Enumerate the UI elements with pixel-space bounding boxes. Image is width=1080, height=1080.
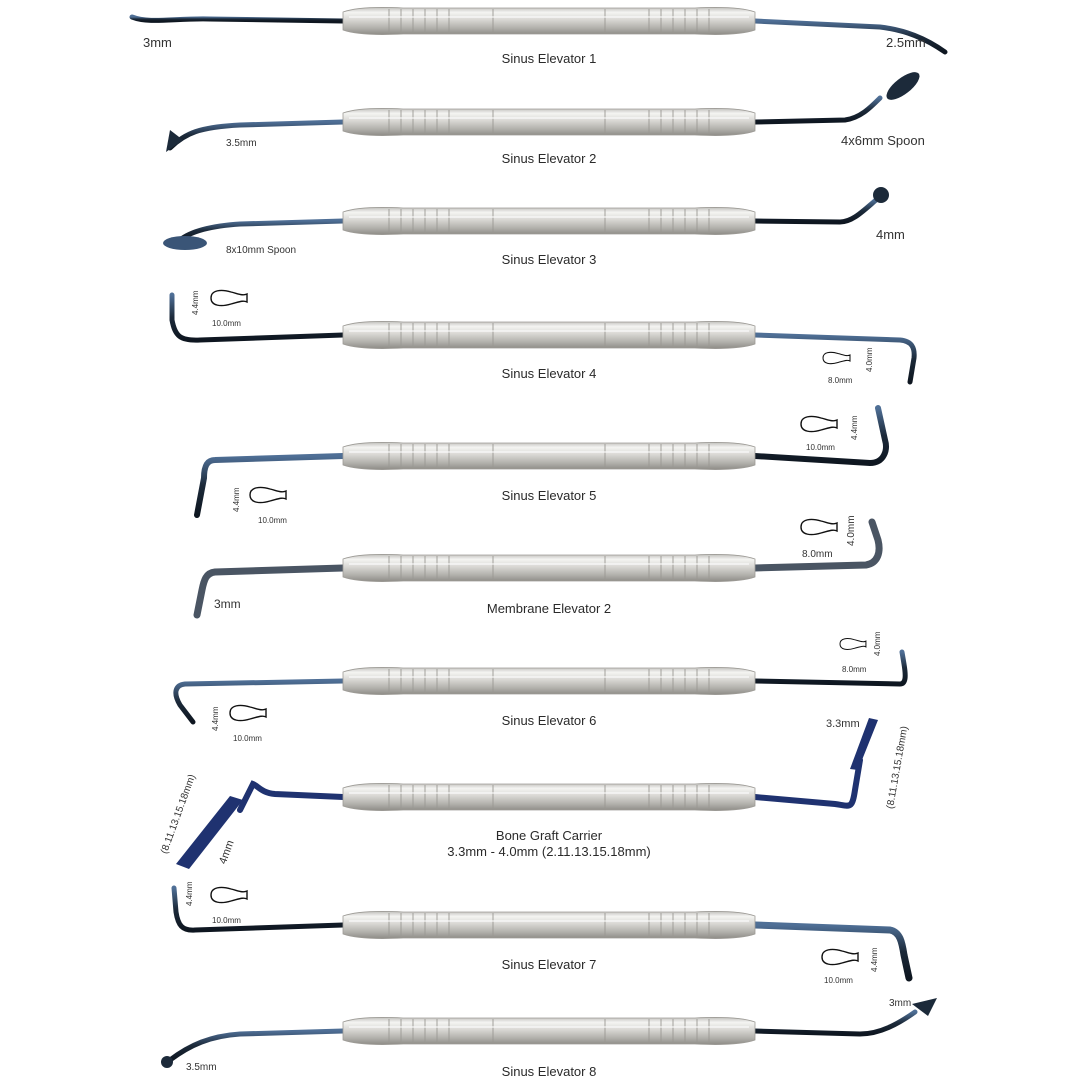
tip-width-label: 10.0mm [258,516,287,525]
tip-label: 3.5mm [226,138,257,149]
tip-width-label: 8.0mm [828,376,853,385]
tip-lengths-label: (8.11.13.15.18mm) [885,725,911,810]
instrument-name: Sinus Elevator 7 [501,957,597,972]
instrument-name: Sinus Elevator 6 [501,713,597,728]
tip-height-label: 4.4mm [191,290,200,315]
sinus-elevator-3 [163,187,889,250]
instrument-name: Sinus Elevator 5 [501,488,597,503]
tip-height-label: 4.4mm [870,947,879,972]
instrument-subtitle: 3.3mm - 4.0mm (2.11.13.15.18mm) [447,844,651,859]
sinus-elevator-6 [176,639,905,722]
tip-height-label: 4.4mm [211,706,220,731]
instrument-name: Sinus Elevator 2 [501,151,597,166]
tip-diameter-label: 3.3mm [826,718,860,730]
tip-width-label: 10.0mm [212,916,241,925]
tip-label: 4x6mm Spoon [841,133,925,148]
tip-diameter-label: 4mm [217,838,237,866]
sinus-elevator-8 [161,998,937,1068]
instrument-name: Sinus Elevator 3 [501,252,597,267]
tip-width-label: 10.0mm [233,734,262,743]
tip-lengths-label: (8.11.13.15.18mm) [159,772,199,856]
instrument-name: Sinus Elevator 4 [501,366,597,381]
instrument-name: Membrane Elevator 2 [486,601,612,616]
tip-width-label: 8.0mm [802,549,833,560]
tip-height-label: 4.4mm [850,415,859,440]
instrument-name: Sinus Elevator 8 [501,1064,597,1079]
tip-label: 8x10mm Spoon [226,245,297,256]
instrument-name: Bone Graft Carrier [495,828,603,843]
sinus-elevator-1 [132,7,945,52]
tip-width-label: 10.0mm [806,443,835,452]
tip-label: 3.5mm [186,1062,217,1073]
tip-height-label: 4.0mm [873,631,882,656]
tip-width-label: 10.0mm [212,319,241,328]
sinus-elevator-2 [166,67,924,152]
tip-label: 2.5mm [886,35,926,50]
tip-width-label: 10.0mm [824,976,853,985]
tip-height-label: 4.0mm [846,515,857,546]
tip-label: 3mm [214,597,241,611]
tip-height-label: 4.4mm [185,881,194,906]
tip-label: 3mm [143,35,172,50]
tip-height-label: 4.0mm [865,347,874,372]
tip-label: 3mm [889,998,912,1009]
instrument-name: Sinus Elevator 1 [501,51,597,66]
tip-width-label: 8.0mm [842,665,867,674]
tip-height-label: 4.4mm [232,487,241,512]
tip-label: 4mm [876,227,905,242]
